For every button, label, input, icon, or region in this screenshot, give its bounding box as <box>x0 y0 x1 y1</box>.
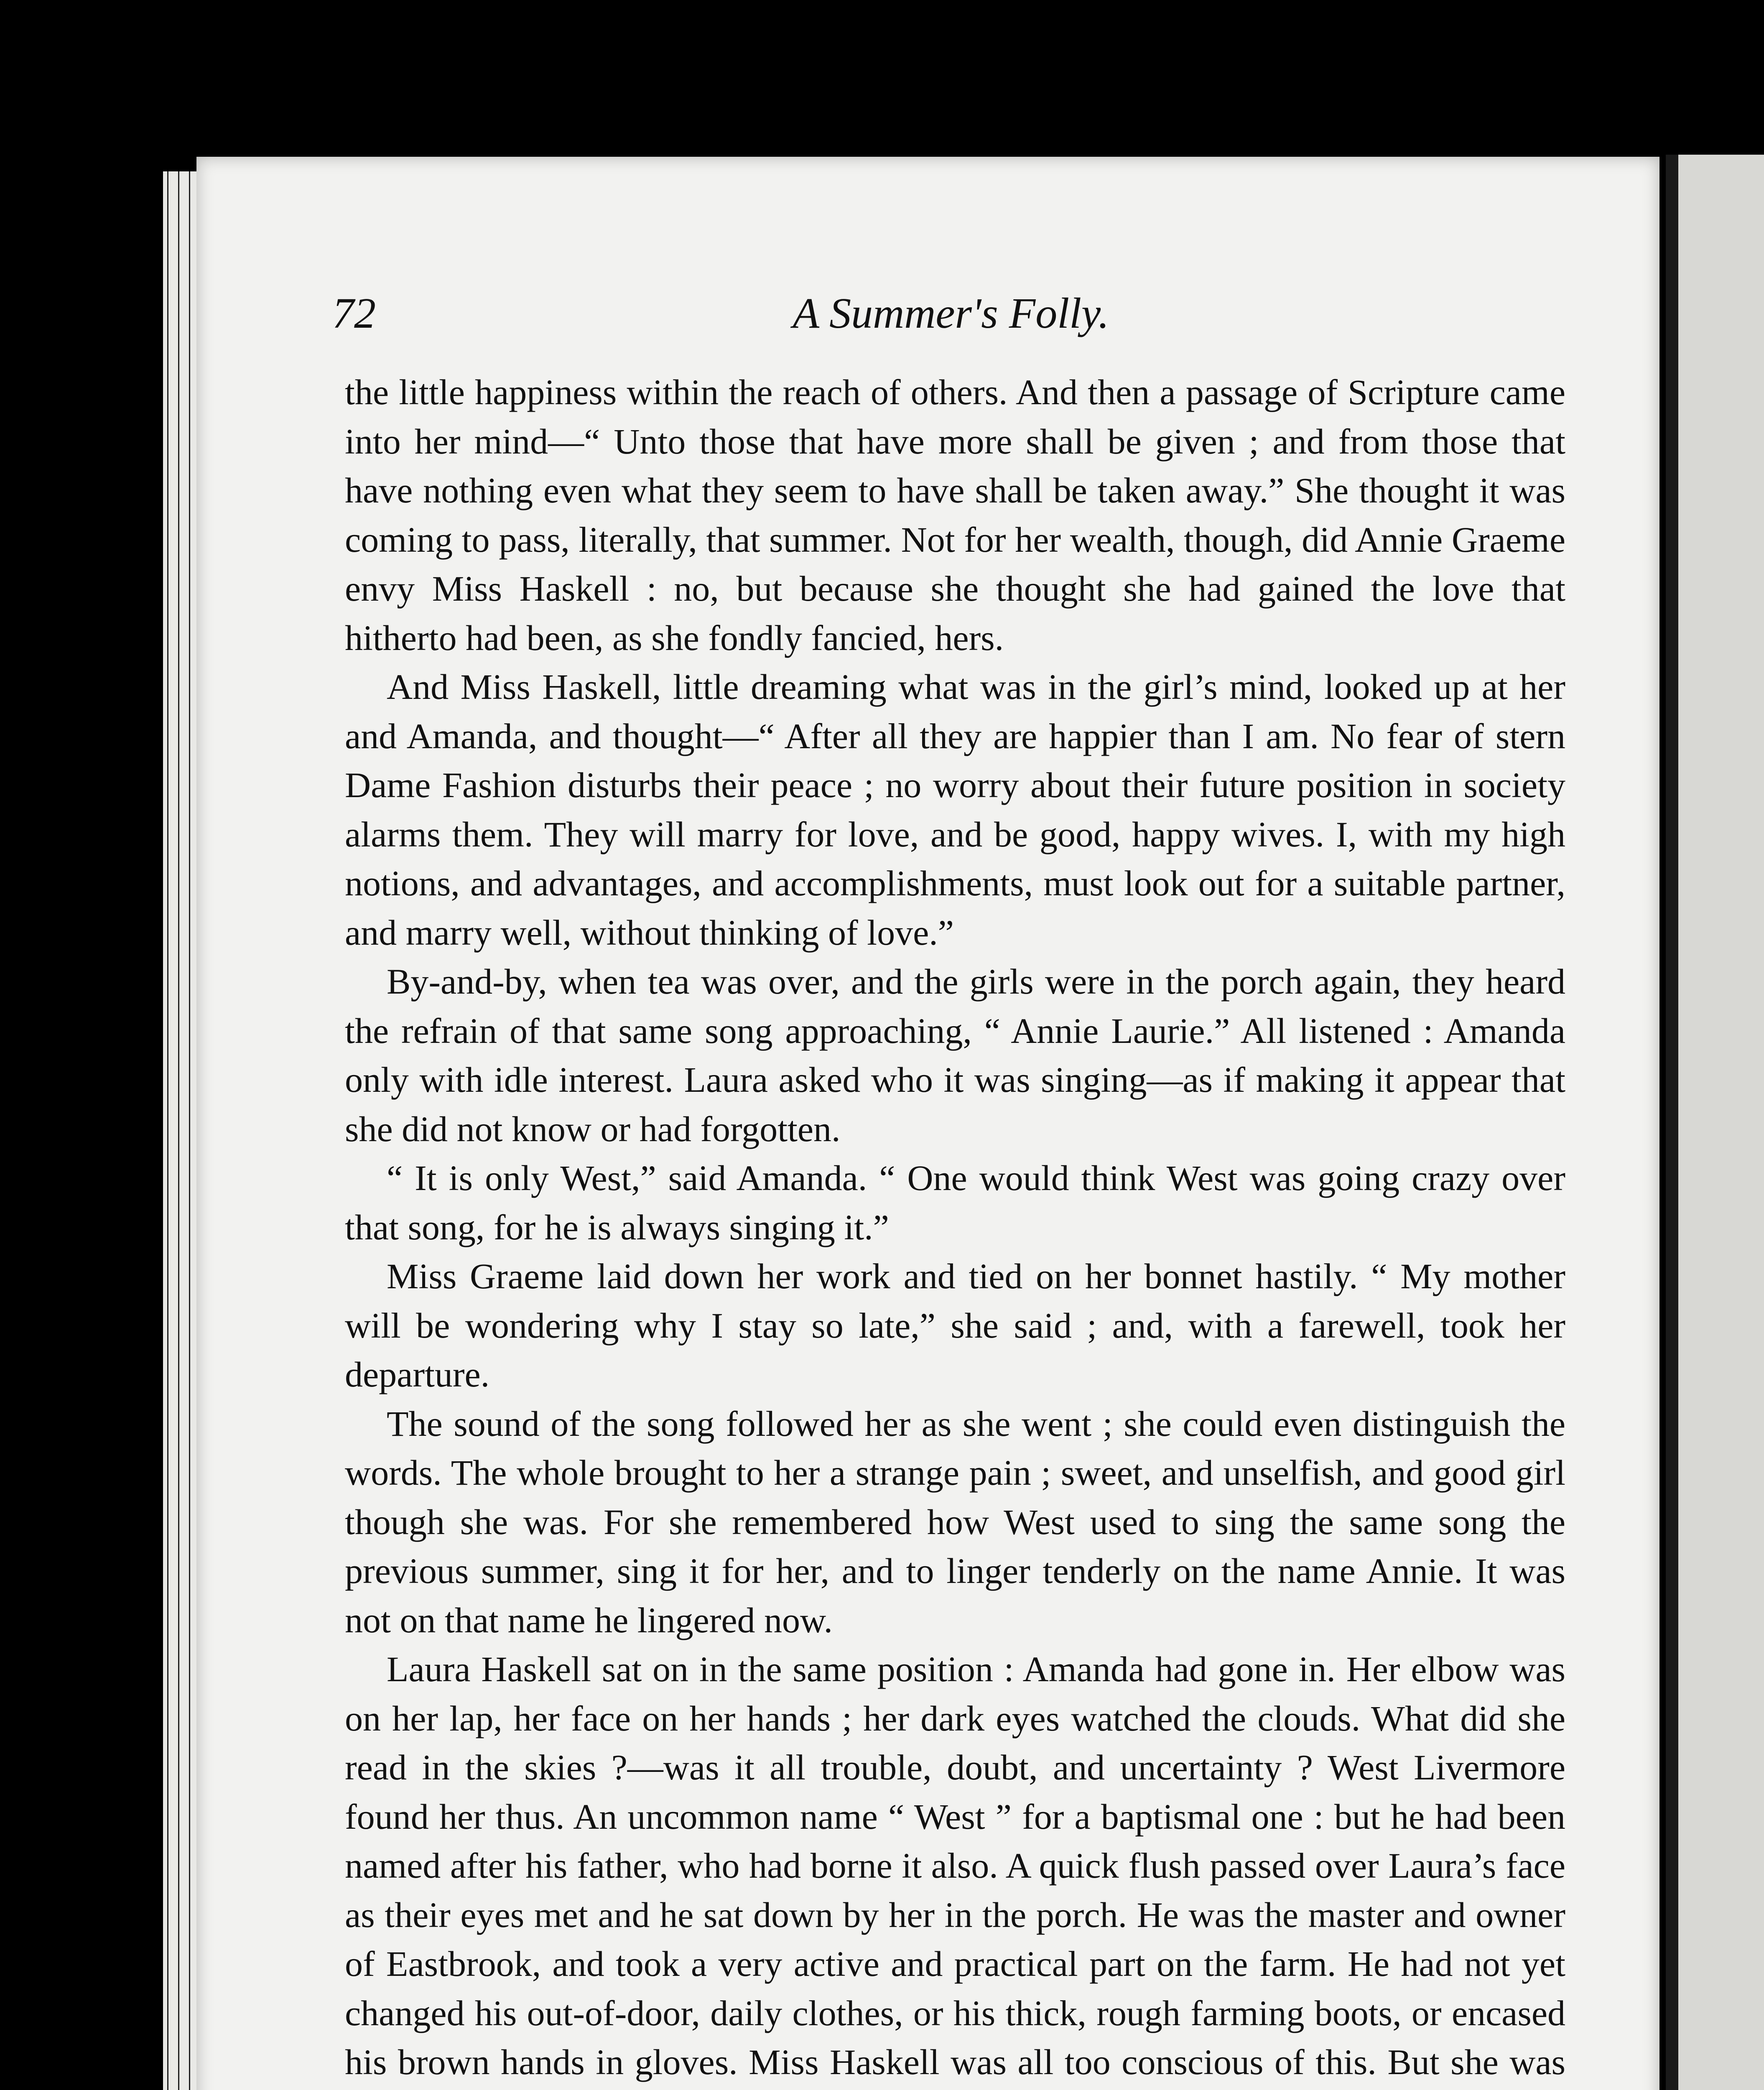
paragraph: And Miss Haskell, little dreaming what was in the girl’s mind, looked up at her and Amanda, and thought—“ After all they are happier than I am. No fear of stern Dame Fashion disturbs their peace ; no worry about their future position in society alarms them. They will marry for love, and be good, happy wives. I, with my high notions, and advantages, and accomplishments, must look out for a suitable partner, and marry well, without thinking of love.” <box>345 667 1565 953</box>
paragraph: “ It is only West,” said Amanda. “ One would think West was going crazy over that song, for he is always singing it.” <box>345 1158 1565 1247</box>
paragraph: the little happiness within the reach of others. And then a passage of Scripture came into her mind—“ Unto those that have more shall be given ; and from those that have nothing even what they seem to have shall be taken away.” She thought it was coming to pass, literally, that summer. Not for her wealth, though, did Annie Graeme envy Miss Haskell : no, but because she thought she had gained the love that hitherto had been, as she fondly fancied, hers. <box>345 372 1565 658</box>
paragraph: Laura Haskell sat on in the same position : Amanda had gone in. Her elbow was on her lap, her face on her hands ; her dark eyes watched the clouds. What did she read in the skies ?—was it all trouble, doubt, and uncertainty ? West Livermore found her thus. An uncommon name “ West ” for a baptismal one : but he had been named after his father, who had borne it also. A quick flush passed over Laura’s face as their eyes met and he sat down by her in the porch. He was the master and owner of Eastbrook, and took a very active and practical part on the farm. He had not yet changed his out-of-door, daily clothes, or his thick, rough farming boots, or encased his brown hands in gloves. Miss Haskell was all too conscious of this. But she was <box>345 1649 1565 2082</box>
paragraph: Miss Graeme laid down her work and tied on her bonnet hastily. “ My mother will be wondering why I stay so late,” she said ; and, with a farewell, took her departure. <box>345 1256 1565 1394</box>
page-number: 72 <box>332 289 376 337</box>
running-title: A Summer's Folly. <box>793 289 1109 337</box>
paragraph: The sound of the song followed her as she went ; she could even distinguish the words. The whole brought to her a strange pain ; sweet, and unselfish, and good girl though she was. For she remembered how West used to sing the same song the previous summer, sing it for her, and to linger tenderly on the name Annie. It was not on that name he lingered now. <box>345 1403 1565 1640</box>
body-text <box>345 368 1565 2090</box>
paragraph: By-and-by, when tea was over, and the girls were in the porch again, they heard the refrain of that same song approaching, “ Annie Laurie.” All listened : Amanda only with idle interest. Laura asked who it was singing—as if making it appear that she did not know or had forgotten. <box>345 961 1565 1149</box>
facing-page-edge <box>1666 155 1764 2090</box>
page-header <box>332 288 1570 355</box>
